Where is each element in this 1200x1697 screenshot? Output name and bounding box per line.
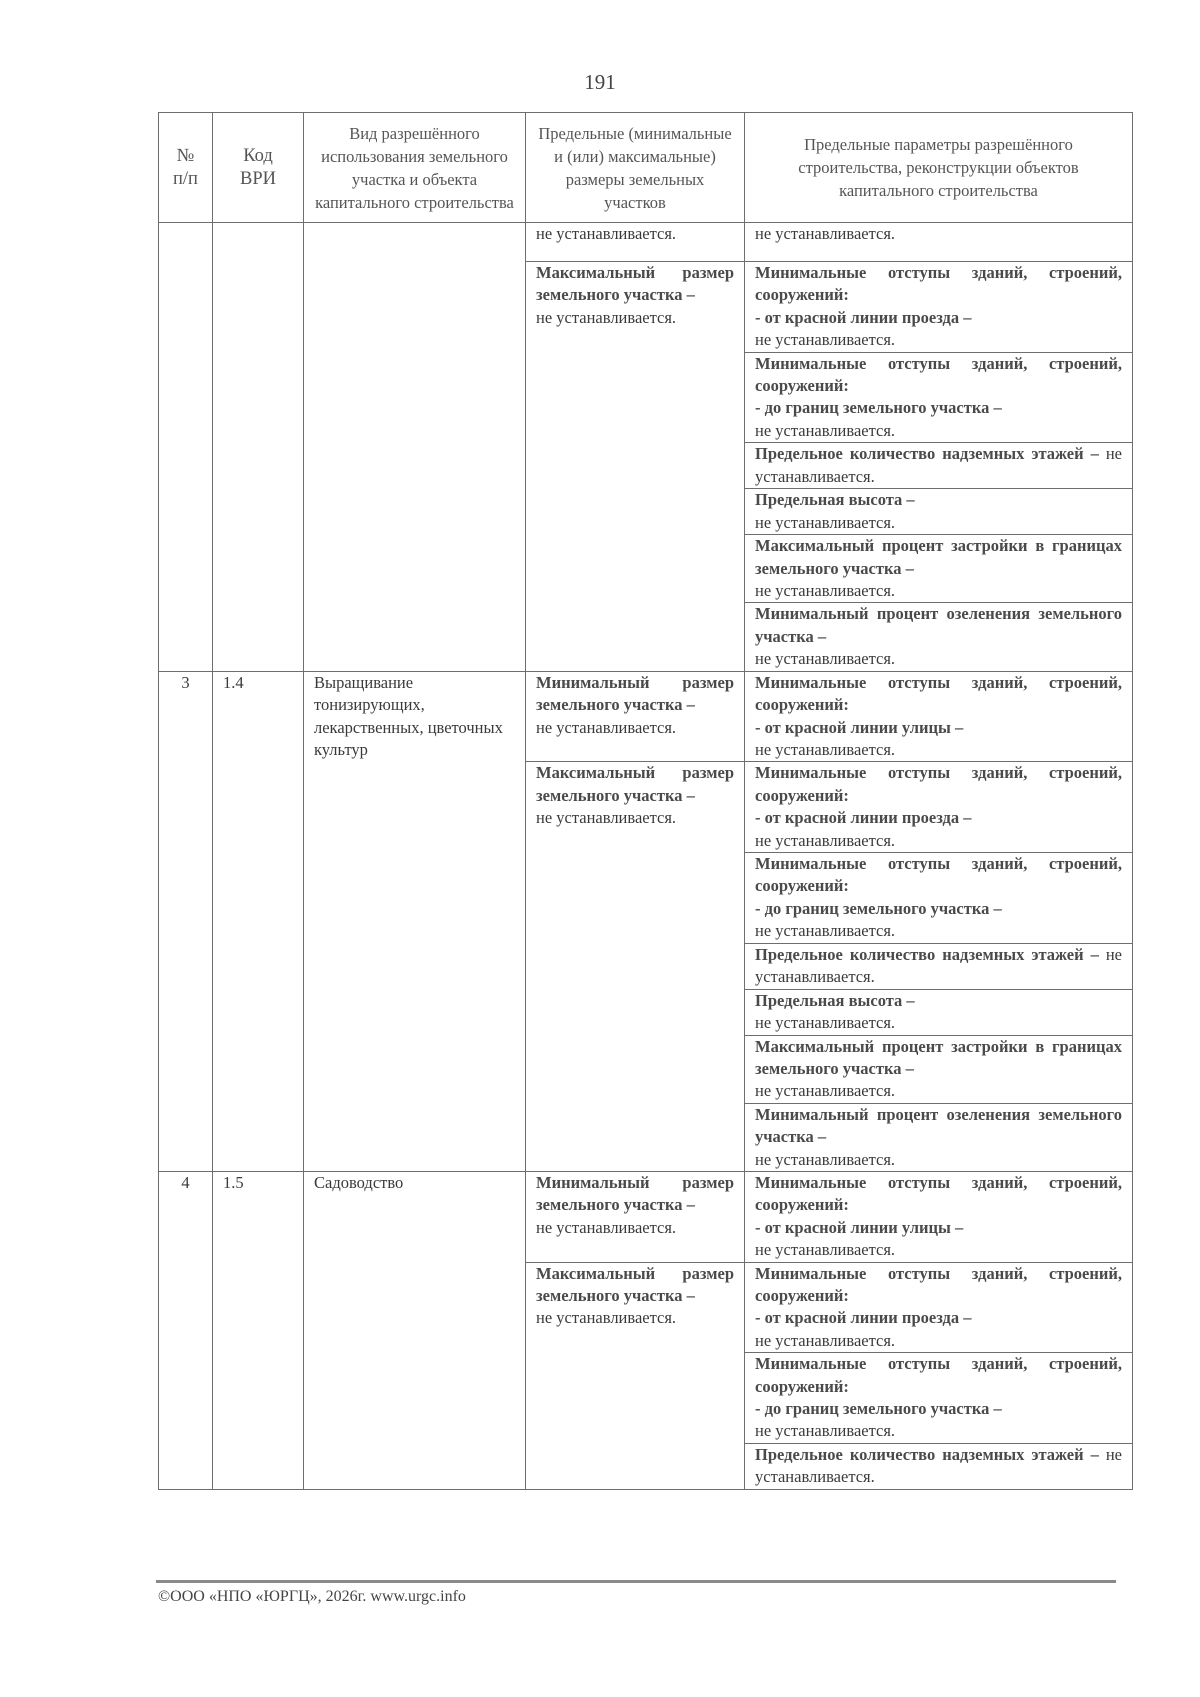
param-coverage xyxy=(745,1035,1133,1103)
setback-passage: - от красной линии проезда – xyxy=(755,1308,972,1328)
cell-code-cont xyxy=(213,223,304,672)
cell-num-cont xyxy=(159,223,213,672)
cell-size-cont xyxy=(526,223,745,262)
setback-title: Минимальные отступы зданий, строений, сооружений: xyxy=(755,853,1122,896)
min-size-title: Минимальный размер земельного участка – xyxy=(536,672,734,715)
footer-copyright: ©ООО «НПО «ЮРГЦ», 2026г. www.urgc.info xyxy=(158,1588,466,1605)
setback-title: Минимальные отступы зданий, строений, сооружений: xyxy=(755,263,1122,305)
green-title: Минимальный процент озеленения земельного участка – xyxy=(755,604,1122,646)
not-set-text: не устанавливается. xyxy=(755,420,896,440)
not-set-text: не устанавливается. xyxy=(755,649,896,669)
not-set-text: не устанавливается. xyxy=(536,224,677,243)
table-header-row xyxy=(159,113,1133,223)
cell-min-size xyxy=(526,671,745,762)
not-set-text: не устанавливается. xyxy=(755,1421,896,1441)
header-size: Предельные (минимальные и (или) максимальные) размеры земельных участков xyxy=(526,113,745,223)
param-green xyxy=(745,603,1133,671)
not-set-text: не устанавливается. xyxy=(536,808,677,828)
cell-param-cont xyxy=(745,223,1133,262)
param-setback-street xyxy=(745,1172,1133,1263)
cell-use: Садоводство xyxy=(304,1172,526,1490)
not-set-text: не устанавливается. xyxy=(755,921,896,941)
table-row xyxy=(159,1172,1133,1263)
not-set-text: не устанавливается. xyxy=(755,330,896,350)
param-setback-passage xyxy=(745,262,1133,353)
cell-min-size xyxy=(526,1172,745,1263)
not-set-text: не устанавливается. xyxy=(755,739,896,759)
land-use-table xyxy=(158,112,1133,1490)
not-set-text: не устанавливается. xyxy=(536,1308,677,1328)
setback-street: - от красной линии улицы – xyxy=(755,717,964,737)
not-set-text: не устанавливается. xyxy=(755,581,896,601)
max-size-title: Максимальный размер земельного участка – xyxy=(536,763,734,805)
param-height xyxy=(745,989,1133,1035)
setback-border: - до границ земельного участка – xyxy=(755,398,1002,418)
table-row xyxy=(159,671,1133,762)
height-title: Предельная высота – xyxy=(755,490,915,510)
cell-code: 1.5 xyxy=(213,1172,304,1490)
setback-border: - до границ земельного участка – xyxy=(755,1399,1002,1419)
param-coverage xyxy=(745,535,1133,603)
param-setback-border xyxy=(745,352,1133,443)
table-row xyxy=(159,223,1133,262)
floors-title: Предельное количество надземных этажей – xyxy=(755,944,1099,964)
param-floors xyxy=(745,943,1133,989)
param-setback-passage xyxy=(745,1262,1133,1353)
setback-passage: - от красной линии проезда – xyxy=(755,808,972,828)
cell-use: Выращивание тонизирующих, лекарственных, цветочных культур xyxy=(304,671,526,1171)
param-floors xyxy=(745,443,1133,489)
not-set-text: не устанавливается. xyxy=(755,1012,896,1032)
setback-street: - от красной линии улицы – xyxy=(755,1217,964,1237)
header-code: Код ВРИ xyxy=(213,113,304,223)
page-number: 191 xyxy=(584,70,616,94)
not-set-text: не устанавливается. xyxy=(755,1240,896,1260)
not-set-text: не устанавливается. xyxy=(536,307,677,327)
header-use: Вид разрешённого использования земельного участка и объекта капитального строительства xyxy=(304,113,526,223)
param-setback-street xyxy=(745,671,1133,762)
header-params: Предельные параметры разрешённого строительства, реконструкции объектов капитального строительства xyxy=(745,113,1133,223)
setback-title: Минимальные отступы зданий, строений, сооружений: xyxy=(755,353,1122,396)
not-set-text: не устанавливается. xyxy=(536,1217,677,1237)
not-set-text: не устанавливается. xyxy=(755,830,896,850)
cell-num: 4 xyxy=(159,1172,213,1490)
height-title: Предельная высота – xyxy=(755,990,915,1010)
header-num: № п/п xyxy=(159,113,213,223)
setback-title: Минимальные отступы зданий, строений, сооружений: xyxy=(755,1173,1122,1215)
param-green xyxy=(745,1103,1133,1171)
max-size-title: Максимальный размер земельного участка – xyxy=(536,263,734,305)
not-set-text: не устанавливается. xyxy=(536,717,677,737)
floors-value: не устанавливается. xyxy=(755,1444,1122,1487)
floors-title: Предельное количество надземных этажей – xyxy=(755,1444,1099,1464)
footer-divider xyxy=(156,1580,1116,1583)
floors-value: не устанавливается. xyxy=(755,944,1122,986)
param-floors xyxy=(745,1443,1133,1489)
cell-max-size xyxy=(526,762,745,1172)
min-size-title: Минимальный размер земельного участка – xyxy=(536,1173,734,1215)
setback-passage: - от красной линии проезда – xyxy=(755,307,972,327)
param-height xyxy=(745,489,1133,535)
cell-max-size xyxy=(526,262,745,672)
not-set-text: не устанавливается. xyxy=(755,1330,896,1350)
cell-code: 1.4 xyxy=(213,671,304,1171)
param-setback-border xyxy=(745,1353,1133,1444)
floors-value: не устанавливается. xyxy=(755,444,1122,486)
setback-title: Минимальные отступы зданий, строений, сооружений: xyxy=(755,1263,1122,1306)
setback-title: Минимальные отступы зданий, строений, сооружений: xyxy=(755,1354,1122,1396)
cell-max-size xyxy=(526,1262,745,1489)
max-size-title: Максимальный размер земельного участка – xyxy=(536,1263,734,1306)
param-setback-border xyxy=(745,852,1133,943)
setback-title: Минимальные отступы зданий, строений, сооружений: xyxy=(755,672,1122,715)
floors-title: Предельное количество надземных этажей – xyxy=(755,444,1099,464)
cell-use-cont xyxy=(304,223,526,672)
coverage-title: Максимальный процент застройки в границах земельного участка – xyxy=(755,536,1122,578)
green-title: Минимальный процент озеленения земельного участка – xyxy=(755,1104,1122,1147)
setback-title: Минимальные отступы зданий, строений, сооружений: xyxy=(755,763,1122,805)
not-set-text: не устанавливается. xyxy=(755,1149,896,1169)
param-setback-passage xyxy=(745,762,1133,853)
setback-border: - до границ земельного участка – xyxy=(755,898,1002,918)
coverage-title: Максимальный процент застройки в границах земельного участка – xyxy=(755,1036,1122,1078)
not-set-text: не устанавливается. xyxy=(755,224,896,243)
not-set-text: не устанавливается. xyxy=(755,1081,896,1101)
cell-num: 3 xyxy=(159,671,213,1171)
not-set-text: не устанавливается. xyxy=(755,512,896,532)
